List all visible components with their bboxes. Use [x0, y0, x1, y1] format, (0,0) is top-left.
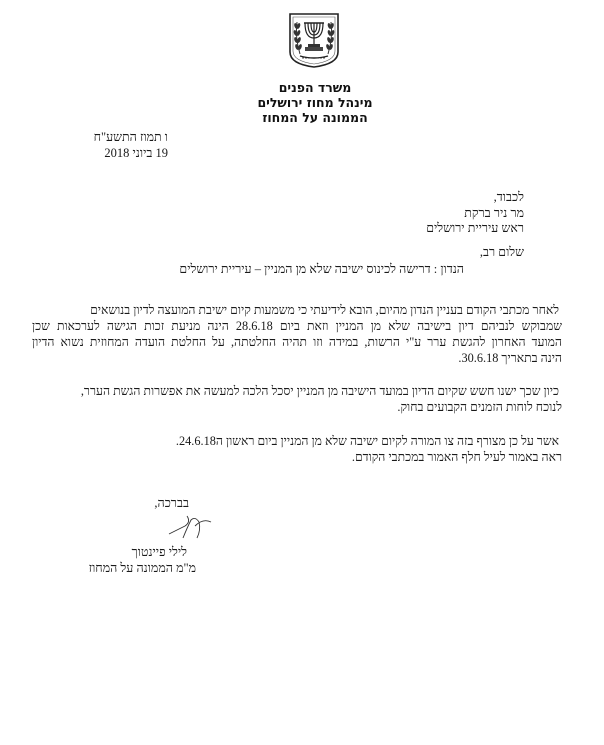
ministry-name: משרד הפנים — [278, 80, 352, 95]
body-paragraph-1-line-1: לאחר מכתבי הקודם בעניין הנדון מהיום, הובא לידיעתי כי משמעות קיום ישיבת המועצה לדיון בנושאים — [90, 303, 559, 317]
handwritten-signature-icon — [165, 512, 215, 542]
recipient-salutation: לכבוד, — [493, 190, 524, 204]
subject-line: הנדון : דרישה לכינוס ישיבה שלא מן המניין – עיריית ירושלים — [179, 262, 464, 276]
gregorian-date: 19 ביוני 2018 — [104, 146, 168, 160]
greeting: שלום רב, — [479, 245, 524, 259]
body-paragraph-3-line-1: אשר על כן מצורף בזה צו המורה לקיום ישיבה שלא מן המניין ביום ראשון ה24.6.18. — [175, 434, 559, 448]
hebrew-date: ו תמוז התשע"ח — [93, 130, 168, 144]
district-name: מינהל מחוז ירושלים — [257, 95, 373, 110]
body-paragraph-2-line-2: לנוכח לוחות הזמנים הקבועים בחוק. — [397, 400, 562, 414]
state-emblem-icon — [284, 10, 344, 70]
office-name: הממונה על המחוז — [262, 110, 368, 125]
signer-name: לילי פיינטוך — [131, 545, 187, 559]
body-paragraph-1-line-2: שמבוקש לנביהם דיון בישיבה שלא מן המניין וזאת ביום 28.6.18 הינה מניעת זכות הגישה לערכאות שכן — [32, 319, 562, 333]
closing: בברכה, — [154, 496, 189, 510]
recipient-name: מר ניר ברקת — [464, 206, 524, 220]
body-paragraph-3-line-2: ראה באמור לעיל חלף האמור במכתבי הקודם. — [351, 450, 562, 464]
recipient-title: ראש עיריית ירושלים — [426, 221, 524, 235]
body-paragraph-1-line-4: הינה בתאריך 30.6.18. — [458, 351, 562, 365]
body-paragraph-2-line-1: כיון שכך ישנו חשש שקיום הדיון במועד הישיבה מן המניין יסכל הלכה למעשה את אפשרות הגשת הערר, — [80, 384, 559, 398]
signer-title: מ"מ הממונה על המחוז — [88, 561, 196, 575]
body-paragraph-1-line-3: המועד האחרון להגשת ערר ע"י הרשות, במידה וזו תהיה החלטתה, על החלטת הועדה המחוזית נשוא הדיון — [32, 335, 562, 349]
